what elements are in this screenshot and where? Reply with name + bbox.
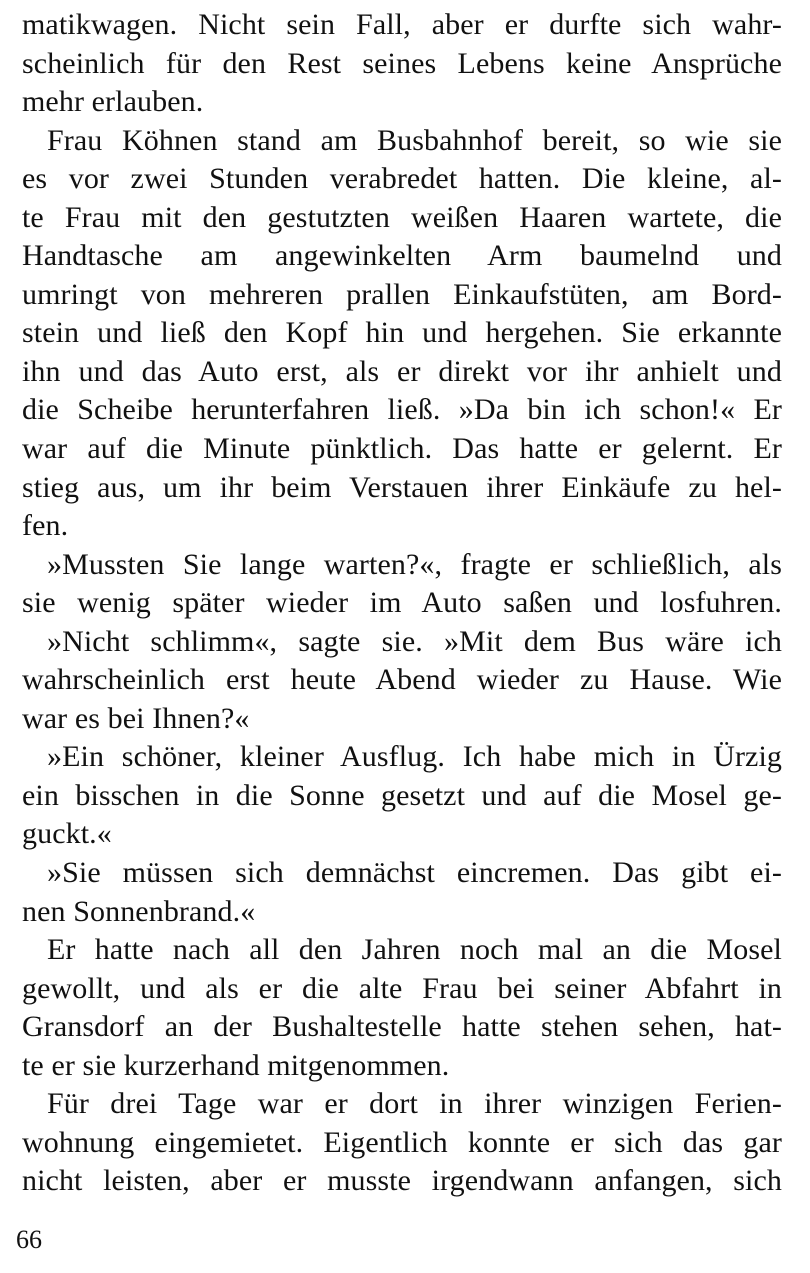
body-text bbox=[22, 6, 782, 1201]
text-line: »Sie müssen sich demnächst eincremen. Das gibt ei- bbox=[47, 856, 782, 890]
text-line: matikwagen. Nicht sein Fall, aber er durfte sich wahr- bbox=[22, 8, 782, 41]
text-line: nicht leisten, aber er musste irgendwann anfangen, sich bbox=[22, 1164, 782, 1198]
text-line: die Scheibe herunterfahren ließ. »Da bin ich schon!« Er bbox=[22, 393, 782, 427]
text-line: Für drei Tage war er dort in ihrer winzigen Ferien- bbox=[47, 1087, 782, 1121]
text-line: sie wenig später wieder im Auto saßen und losfuhren. bbox=[22, 586, 782, 620]
text-line: guckt.« bbox=[22, 817, 112, 851]
text-line: war auf die Minute pünktlich. Das hatte er gelernt. Er bbox=[22, 432, 782, 466]
text-line: te Frau mit den gestutzten weißen Haaren wartete, die bbox=[22, 200, 782, 234]
text-line: fen. bbox=[22, 509, 69, 543]
text-line: wohnung eingemietet. Eigentlich konnte er sich das gar bbox=[22, 1125, 782, 1159]
text-line: »Nicht schlimm«, sagte sie. »Mit dem Bus wäre ich bbox=[47, 624, 782, 658]
text-line: stieg aus, um ihr beim Verstauen ihrer Einkäufe zu hel- bbox=[22, 470, 782, 504]
text-line: umringt von mehreren prallen Einkaufstüten, am Bord- bbox=[22, 277, 782, 311]
text-line: Er hatte nach all den Jahren noch mal an die Mosel bbox=[47, 933, 782, 967]
text-line: stein und ließ den Kopf hin und hergehen. Sie erkannte bbox=[22, 316, 782, 350]
text-line: »Mussten Sie lange warten?«, fragte er schließlich, als bbox=[47, 547, 782, 581]
text-line: wahrscheinlich erst heute Abend wieder zu Hause. Wie bbox=[22, 663, 782, 697]
text-line: »Ein schöner, kleiner Ausflug. Ich habe mich in Ürzig bbox=[47, 740, 782, 774]
text-line: Handtasche am angewinkelten Arm baumelnd und bbox=[22, 239, 782, 273]
text-line: Frau Köhnen stand am Busbahnhof bereit, so wie sie bbox=[47, 123, 782, 157]
text-line: scheinlich für den Rest seines Lebens keine Ansprüche bbox=[22, 46, 782, 80]
text-line: mehr erlauben. bbox=[22, 85, 204, 119]
text-line: war es bei Ihnen?« bbox=[22, 701, 250, 735]
text-line: Gransdorf an der Bushaltestelle hatte stehen sehen, hat- bbox=[22, 1010, 782, 1044]
text-line: ihn und das Auto erst, als er direkt vor ihr anhielt und bbox=[22, 354, 782, 388]
text-line: nen Sonnenbrand.« bbox=[22, 894, 256, 928]
page-number: 66 bbox=[16, 1225, 42, 1254]
text-line: ein bisschen in die Sonne gesetzt und auf die Mosel ge- bbox=[22, 778, 782, 812]
text-line: gewollt, und als er die alte Frau bei seiner Abfahrt in bbox=[22, 971, 782, 1005]
text-line: es vor zwei Stunden verabredet hatten. Die kleine, al- bbox=[22, 162, 782, 196]
text-line: te er sie kurzerhand mitgenommen. bbox=[22, 1048, 450, 1082]
